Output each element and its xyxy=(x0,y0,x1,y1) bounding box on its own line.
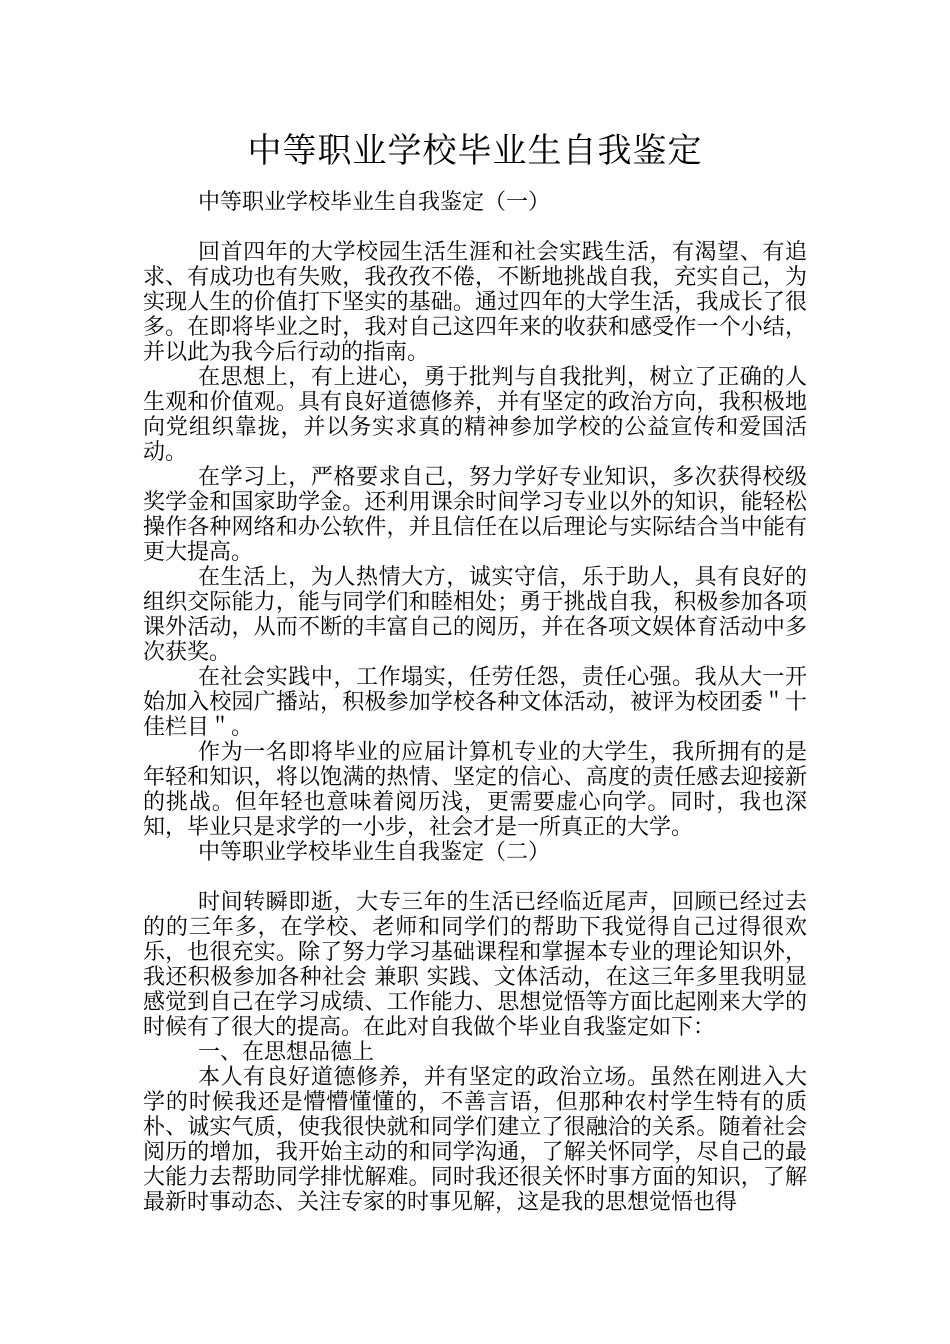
paragraph: 回首四年的大学校园生活生涯和社会实践生活，有渴望、有追求、有成功也有失败，我孜孜不倦，不断地挑战自我，充实自己，为实现人生的价值打下坚实的基础。通过四年的大学生活，我成长了很多。在即将毕业之时，我对自己这四年来的收获和感受作一个小结，并以此为我今后行动的指南。 xyxy=(143,240,807,365)
subheading-thought-morality: 一、在思想品德上 xyxy=(198,1040,375,1065)
paragraph: 在社会实践中，工作塌实，任劳任怨，责任心强。我从大一开始加入校园广播站，积极参加学校各种文体活动，被评为校团委＂十佳栏目＂。 xyxy=(143,665,807,740)
section-heading-1: 中等职业学校毕业生自我鉴定（一） xyxy=(198,190,551,215)
paragraph: 本人有良好道德修养，并有坚定的政治立场。虽然在刚进入大学的时候我还是懵懵懂懂的，不善言语，但那种农村学生特有的质朴、诚实气质，使我很快就和同学们建立了很融洽的关系。随着社会阅历的增加，我开始主动的和同学沟通，了解关怀同学，尽自己的最大能力去帮助同学排忧解难。同时我还很关怀时事方面的知识，了解最新时事动态、关注专家的时事见解，这是我的思想觉悟也得 xyxy=(143,1065,807,1215)
paragraph: 时间转瞬即逝，大专三年的生活已经临近尾声，回顾已经过去的的三年多，在学校、老师和同学们的帮助下我觉得自己过得很欢乐，也很充实。除了努力学习基础课程和掌握本专业的理论知识外，我还积极参加各种社会 兼职 实践、文体活动，在这三年多里我明显感觉到自己在学习成绩、工作能力、思想觉悟等方面比起刚来大学的时候有了很大的提高。在此对自我做个毕业自我鉴定如下： xyxy=(143,890,807,1040)
document-body xyxy=(143,128,807,1215)
paragraph: 作为一名即将毕业的应届计算机专业的大学生，我所拥有的是年轻和知识，将以饱满的热情、坚定的信心、高度的责任感去迎接新的挑战。但年轻也意味着阅历浅，更需要虚心向学。同时，我也深知，毕业只是求学的一小步，社会才是一所真正的大学。 xyxy=(143,740,807,840)
document-title: 中等职业学校毕业生自我鉴定 xyxy=(247,131,703,171)
paragraph: 在学习上，严格要求自己，努力学好专业知识，多次获得校级奖学金和国家助学金。还利用课余时间学习专业以外的知识，能轻松操作各种网络和办公软件，并且信任在以后理论与实际结合当中能有更大提高。 xyxy=(143,465,807,565)
paragraph: 在生活上，为人热情大方，诚实守信，乐于助人，具有良好的组织交际能力，能与同学们和睦相处；勇于挑战自我，积极参加各项课外活动，从而不断的丰富自己的阅历，并在各项文娱体育活动中多次获奖。 xyxy=(143,565,807,665)
blank-line xyxy=(143,215,807,240)
blank-line xyxy=(143,865,807,890)
section-heading-2: 中等职业学校毕业生自我鉴定（二） xyxy=(198,840,551,865)
paragraph: 在思想上，有上进心，勇于批判与自我批判，树立了正确的人生观和价值观。具有良好道德修养，并有坚定的政治方向，我积极地向党组织靠拢，并以务实求真的精神参加学校的公益宣传和爱国活动。 xyxy=(143,365,807,465)
